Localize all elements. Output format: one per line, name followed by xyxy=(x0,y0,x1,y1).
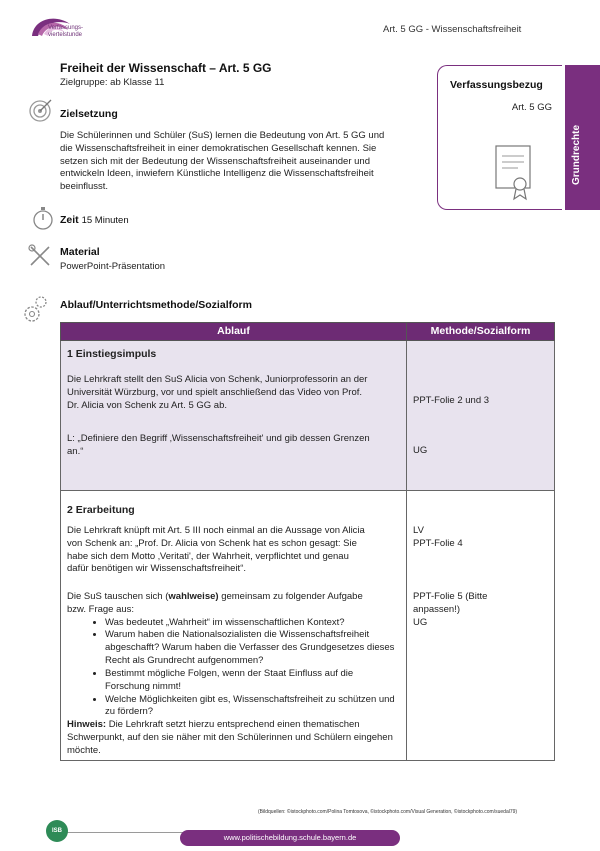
list-item: • Warum haben die Nationalsozialisten die Wissenschaftsfreiheit abgeschafft? Warum haben die Verfasser des Grundgesetzes dieses Recht als Grundrecht aufgenommen? xyxy=(105,629,397,667)
goal-text: Die Schülerinnen und Schüler (SuS) lernen die Bedeutung von Art. 5 GG und die Wissenschaftsfreiheit in einer demokratischen Gesellschaft kennen. Sie setzen sich mit der Bedeutung der Wissenschaftsfreiheit auseinander und entwickeln Ideen, inwiefern Künstliche Intelligenz die Wissenschaftsfreiheit beeinflusst. xyxy=(60,130,385,193)
table-row xyxy=(61,341,555,491)
material-value: PowerPoint-Präsentation xyxy=(60,261,166,272)
image-credits: (Bildquellen: ©istockphoto.com/Polina Tomtosova, ©istockphoto.com/Visual Generation, ©istockphoto.com/suedal79) xyxy=(258,809,518,815)
footer-divider xyxy=(60,832,190,833)
category-tab xyxy=(565,65,600,210)
phase-task: Die SuS tauschen sich (wahlweise) gemeinsam zu folgender Aufgabe bzw. Frage aus: • Was bedeutet „Wahrheit“ im wissenschaftlichen Kontext? • Warum haben die Nationalsozialisten die Wissenschaftsfreiheit abgeschafft? Warum haben die Verfasser des Grundgesetzes dieses Recht als Grundrecht aufgenommen? • Bestimmt mögliche Folgen, wenn der Staat Einfluss auf die Forschung nimmt! • Welche Möglichkeiten gibt es, Wissenschaftsfreiheit zu schützen und zu fördern? xyxy=(67,591,397,719)
phase-text: Die Lehrkraft stellt den SuS Alicia von Schenk, Juniorprofessorin an der Universität Würzburg, vor und spielt anschließend das Video von Prof. Dr. Alicia von Schenk zu Art. 5 GG ab. xyxy=(67,374,368,411)
logo-text: Verfassungs- viertelstunde xyxy=(48,25,84,38)
lesson-plan-table xyxy=(60,322,555,761)
list-item: • Bestimmt mögliche Folgen, wenn der Staat Einfluss auf die Forschung nimmt! xyxy=(105,668,397,694)
constitution-reference-article: Art. 5 GG xyxy=(511,102,552,113)
isb-logo: ISB xyxy=(46,820,68,842)
gears-icon xyxy=(22,294,50,324)
phase-title: 2 Erarbeitung xyxy=(67,504,135,516)
phase-title: 1 Einstiegsimpuls xyxy=(67,348,157,360)
certificate-icon xyxy=(490,144,536,202)
goal-heading: Zielsetzung xyxy=(60,108,118,120)
method-value: PPT-Folie 2 und 3 xyxy=(413,395,490,406)
method-value: UG xyxy=(413,445,428,456)
procedure-heading: Ablauf/Unterrichtsmethode/Sozialform xyxy=(60,299,252,311)
stopwatch-icon xyxy=(30,205,56,231)
time-line: Zeit 15 Minuten xyxy=(60,214,129,226)
table-row xyxy=(61,491,555,761)
method-value: LV PPT-Folie 4 xyxy=(413,525,463,549)
page-title: Freiheit der Wissenschaft – Art. 5 GG xyxy=(60,61,272,75)
question-list xyxy=(67,617,397,720)
list-item: • Was bedeutet „Wahrheit“ im wissenschaftlichen Kontext? xyxy=(105,617,397,630)
method-value: PPT-Folie 5 (Bitte anpassen!) UG xyxy=(413,591,488,628)
constitution-reference-box xyxy=(437,65,562,210)
column-header-methode: Methode/Sozialform xyxy=(407,323,555,341)
constitution-reference-title: Verfassungsbezug xyxy=(450,79,543,91)
material-heading: Material xyxy=(60,246,100,258)
target-icon xyxy=(28,97,54,123)
header-topic: Art. 5 GG - Wissenschaftsfreiheit xyxy=(383,24,522,35)
category-tab-label: Grundrechte xyxy=(571,124,582,185)
footer-url-bar[interactable] xyxy=(180,830,400,846)
target-group: Zielgruppe: ab Klasse 11 xyxy=(60,77,165,88)
tools-icon xyxy=(27,243,53,269)
time-value: 15 Minuten xyxy=(81,215,129,226)
list-item: • Welche Möglichkeiten gibt es, Wissenschaftsfreiheit zu schützen und zu fördern? xyxy=(105,694,397,720)
column-header-ablauf: Ablauf xyxy=(61,323,407,341)
phase-task: L: „Definiere den Begriff ‚Wissenschaftsfreiheit' und gib dessen Grenzen an.“ xyxy=(67,433,370,457)
hint-text: Hinweis: Die Lehrkraft setzt hierzu entsprechend einen thematischen Schwerpunkt, auf den sie näher mit den Schülerinnen und Schülern eingehen möchte. xyxy=(67,719,393,756)
footer-url-link[interactable]: www.politischebildung.schule.bayern.de xyxy=(223,833,357,842)
phase-text: Die Lehrkraft knüpft mit Art. 5 III noch einmal an die Aussage von Alicia von Schenk an: „Prof. Dr. Alicia von Schenk hat es schon gesagt: Sie habe sich dem Motto ‚Veritati', der Wahrheit, verpflichtet und genau dafür benötigen wir Wissenschaftsfreiheit“. xyxy=(67,525,365,575)
